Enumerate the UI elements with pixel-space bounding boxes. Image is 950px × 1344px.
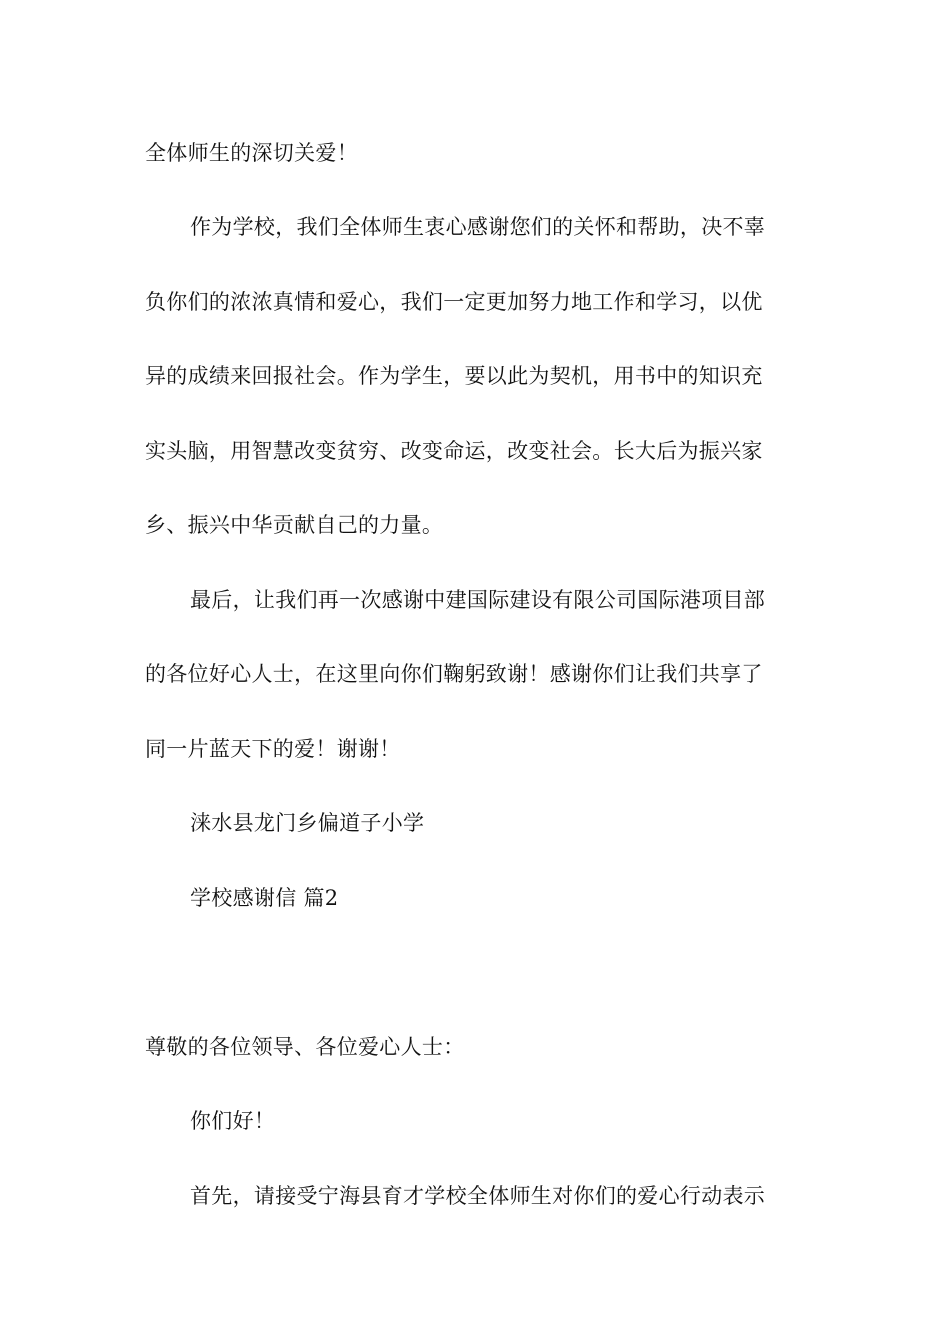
- paragraph-line: 最后，让我们再一次感谢中建国际建设有限公司国际港项目部: [190, 588, 766, 612]
- salutation: 尊敬的各位领导、各位爱心人士：: [145, 1035, 465, 1059]
- paragraph-line: 全体师生的深切关爱！: [145, 141, 358, 165]
- greeting: 你们好！: [190, 1109, 276, 1133]
- paragraph-line: 异的成绩来回报社会。作为学生，要以此为契机，用书中的知识充: [145, 364, 763, 388]
- paragraph-line: 负你们的浓浓真情和爱心，我们一定更加努力地工作和学习，以优: [145, 290, 763, 314]
- paragraph-line: 首先，请接受宁海县育才学校全体师生对你们的爱心行动表示: [190, 1184, 766, 1208]
- paragraph-line: 作为学校，我们全体师生衷心感谢您们的关怀和帮助，决不辜: [190, 215, 766, 239]
- paragraph-line: 同一片蓝天下的爱！谢谢！: [145, 737, 401, 761]
- paragraph-line: 实头脑，用智慧改变贫穷、改变命运，改变社会。长大后为振兴家: [145, 439, 763, 463]
- paragraph-line: 乡、振兴中华贡献自己的力量。: [145, 513, 444, 537]
- section-heading: 学校感谢信 篇2: [190, 886, 339, 910]
- paragraph-line: 的各位好心人士，在这里向你们鞠躬致谢！感谢你们让我们共享了: [145, 662, 763, 686]
- signature-school: 涞水县龙门乡偏道子小学: [190, 811, 425, 835]
